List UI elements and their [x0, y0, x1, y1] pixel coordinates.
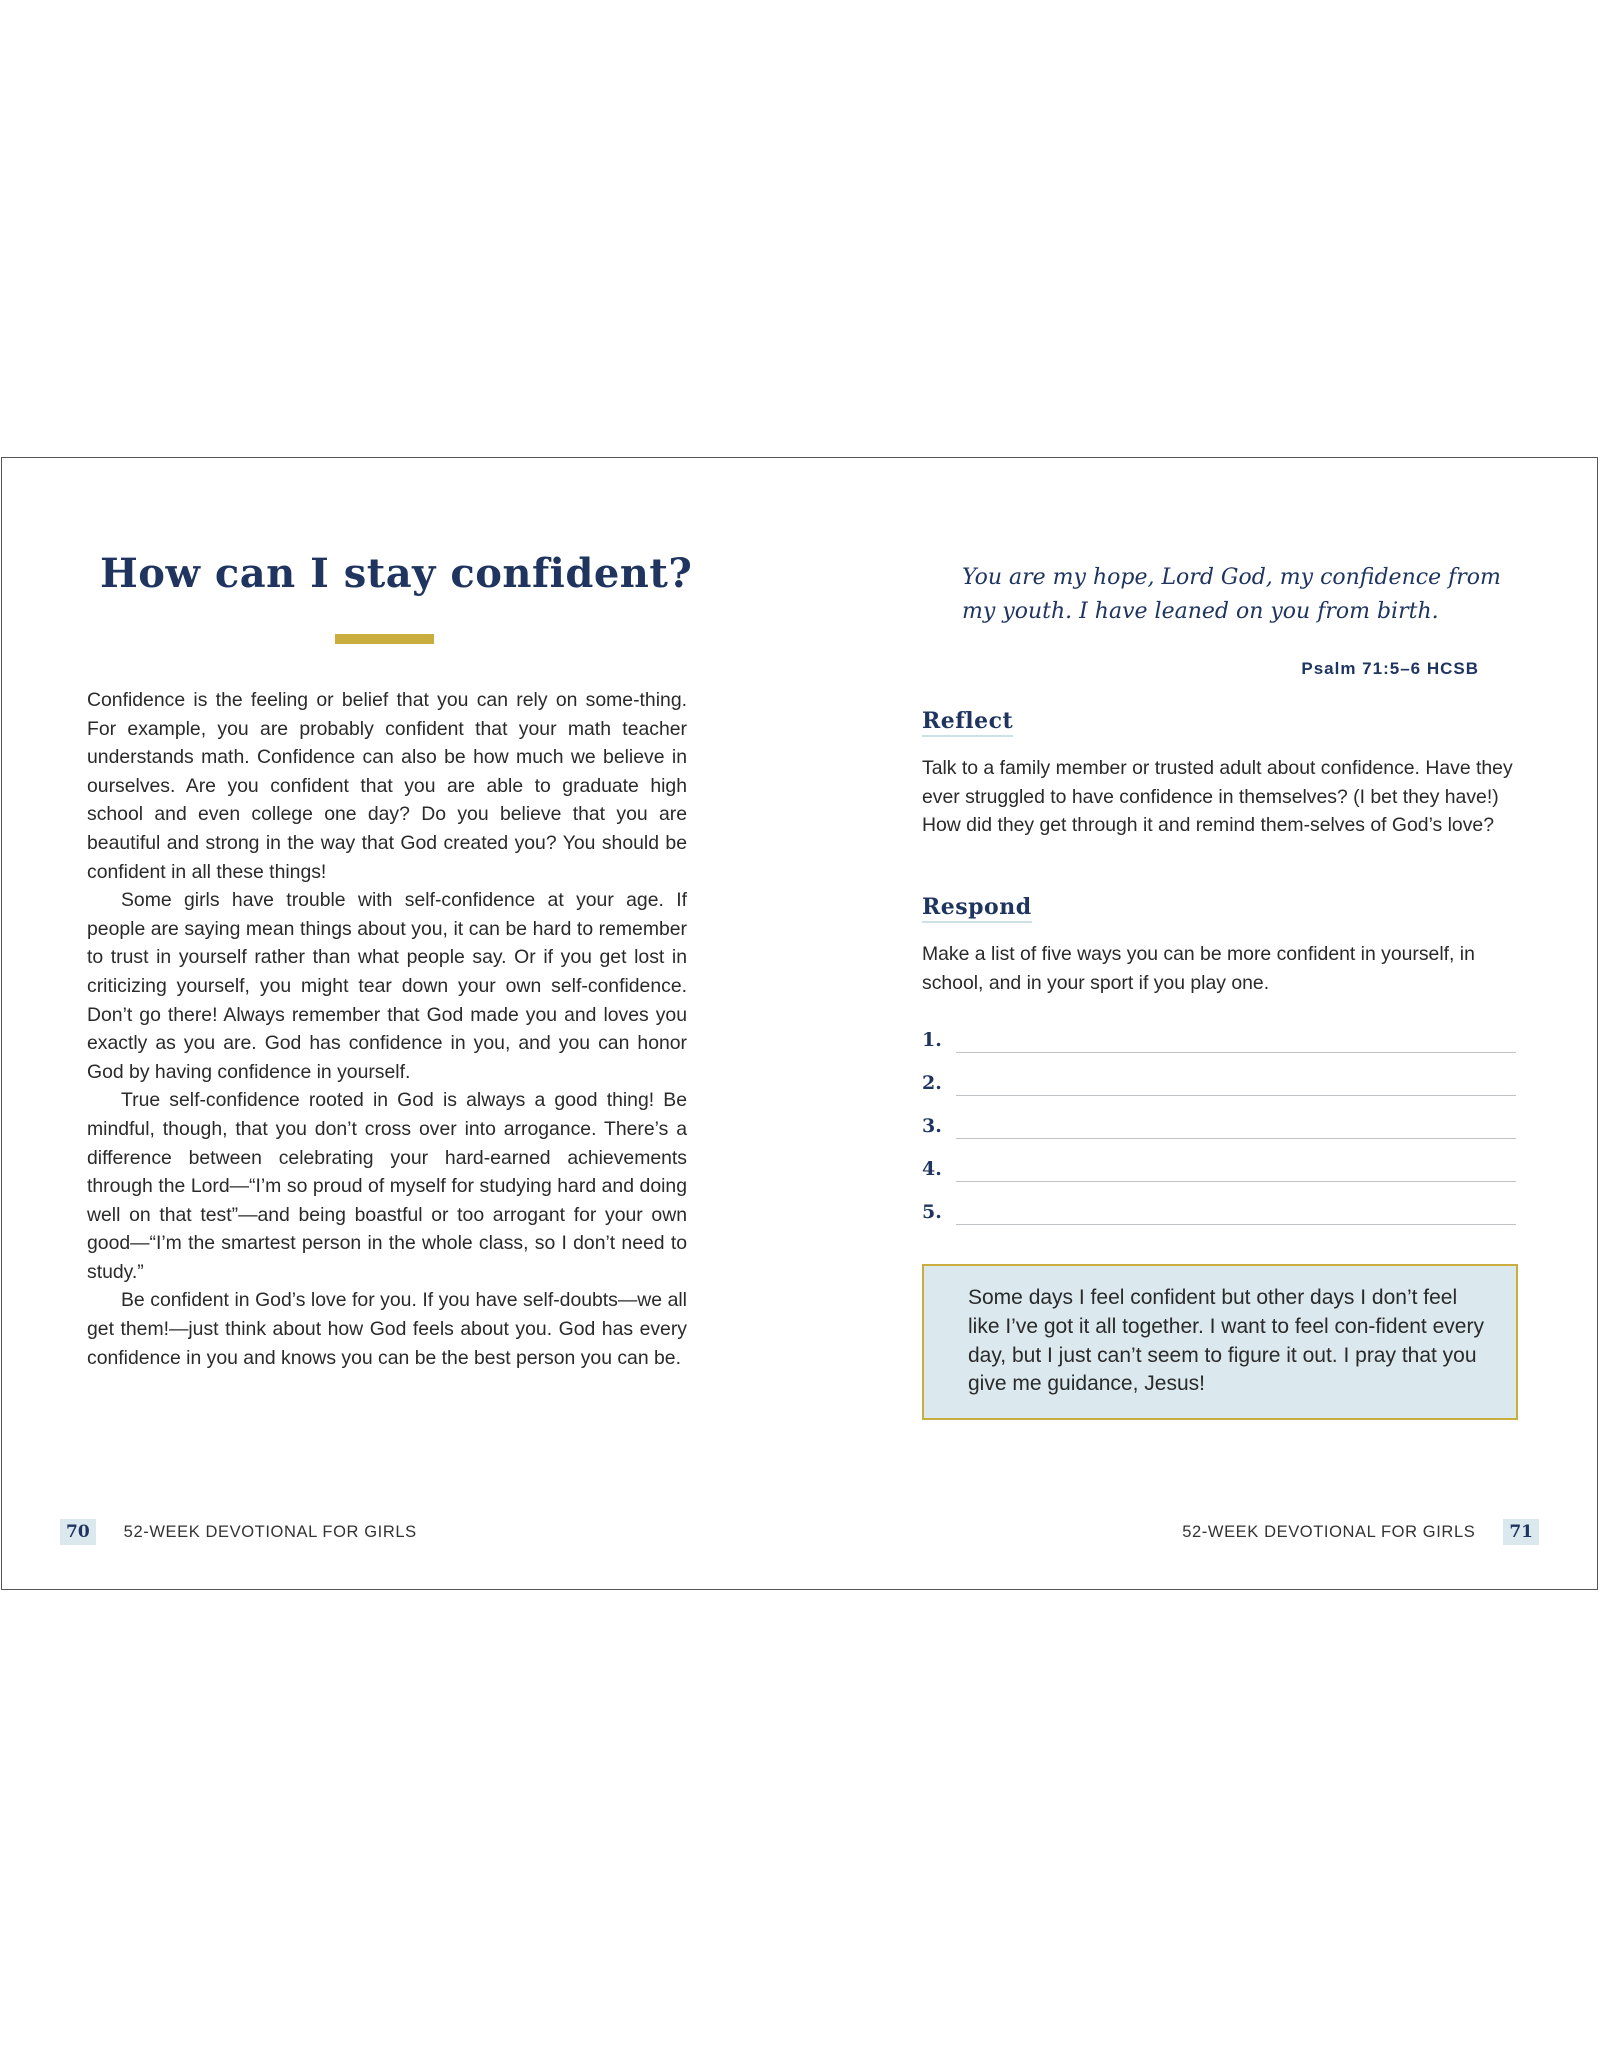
list-number: 2. — [922, 1072, 942, 1094]
reflect-heading: Reflect — [922, 708, 1013, 737]
running-head: 52-WEEK DEVOTIONAL FOR GIRLS — [123, 1522, 417, 1541]
body-paragraph: Be confident in God’s love for you. If you have self-doubts—we all get them!—just think about how God feels about you. God has every confidence in you and knows you can be the best person you can be. — [87, 1289, 687, 1369]
left-footer — [60, 1518, 417, 1546]
response-list — [922, 1010, 1516, 1225]
body-paragraph: Confidence is the feeling or belief that you can rely on some-thing. For example, you are probably confident that your math teacher understands math. Confidence can also be how much we believe in ourselves. Are you confident that you are able to graduate high school and even college one day? Do you believe that you are beautiful and strong in the way that God created you? You should be confident in all these things! — [87, 689, 687, 883]
scripture-verse: You are my hope, Lord God, my confidence from my youth. I have leaned on you from birth. — [962, 565, 1501, 624]
list-item — [922, 1010, 1516, 1053]
list-item — [922, 1182, 1516, 1225]
page-number: 71 — [1503, 1519, 1539, 1545]
list-number: 4. — [922, 1158, 942, 1180]
prayer-box: Some days I feel confident but other days I don’t feel like I’ve got it all together. I want to feel con-fident every day, but I just can’t seem to figure it out. I pray that you give me guidance, Jesus! — [922, 1264, 1518, 1420]
devotional-body — [87, 686, 687, 1372]
writing-line — [956, 1180, 1516, 1182]
writing-line — [956, 1223, 1516, 1225]
list-item — [922, 1139, 1516, 1182]
left-page — [2, 458, 800, 1589]
right-page — [800, 458, 1599, 1589]
list-item — [922, 1096, 1516, 1139]
reflect-text: Talk to a family member or trusted adult about confidence. Have they ever struggled to have confidence in themselves? (I bet they have!) How did they get through it and remind them-selves of God’s love? — [922, 757, 1513, 837]
writing-line — [956, 1051, 1516, 1053]
respond-text: Make a list of five ways you can be more confident in yourself, in school, and in your sport if you play one. — [922, 943, 1475, 994]
scripture-reference: Psalm 71:5–6 HCSB — [1301, 659, 1479, 678]
body-paragraph: Some girls have trouble with self-confidence at your age. If people are saying mean things about you, it can be hard to remember to trust in yourself rather than what people say. Or if you get lost in criticizing yourself, you might tear down your own self-confidence. Don’t go there! Always remember that God made you and loves you exactly as you are. God has confidence in you, and you can honor God by having confidence in yourself. — [87, 889, 687, 1083]
list-number: 1. — [922, 1029, 942, 1051]
book-spread — [1, 457, 1598, 1590]
title-underline-rule — [335, 634, 434, 644]
list-number: 5. — [922, 1201, 942, 1223]
page-number: 70 — [60, 1519, 96, 1545]
body-paragraph: True self-confidence rooted in God is always a good thing! Be mindful, though, that you don’t cross over into arrogance. There’s a difference between celebrating your hard-earned achievements through the Lord—“I’m so proud of myself for studying hard and doing well on that test”—and being boastful or too arrogant for your own good—“I’m the smartest person in the whole class, so I don’t need to study.” — [87, 1089, 687, 1283]
writing-line — [956, 1137, 1516, 1139]
list-number: 3. — [922, 1115, 942, 1137]
right-footer — [1182, 1518, 1539, 1546]
list-item — [922, 1053, 1516, 1096]
writing-line — [956, 1094, 1516, 1096]
respond-heading: Respond — [922, 894, 1032, 923]
page-title: How can I stay confident? — [100, 550, 693, 597]
running-head: 52-WEEK DEVOTIONAL FOR GIRLS — [1182, 1522, 1476, 1541]
